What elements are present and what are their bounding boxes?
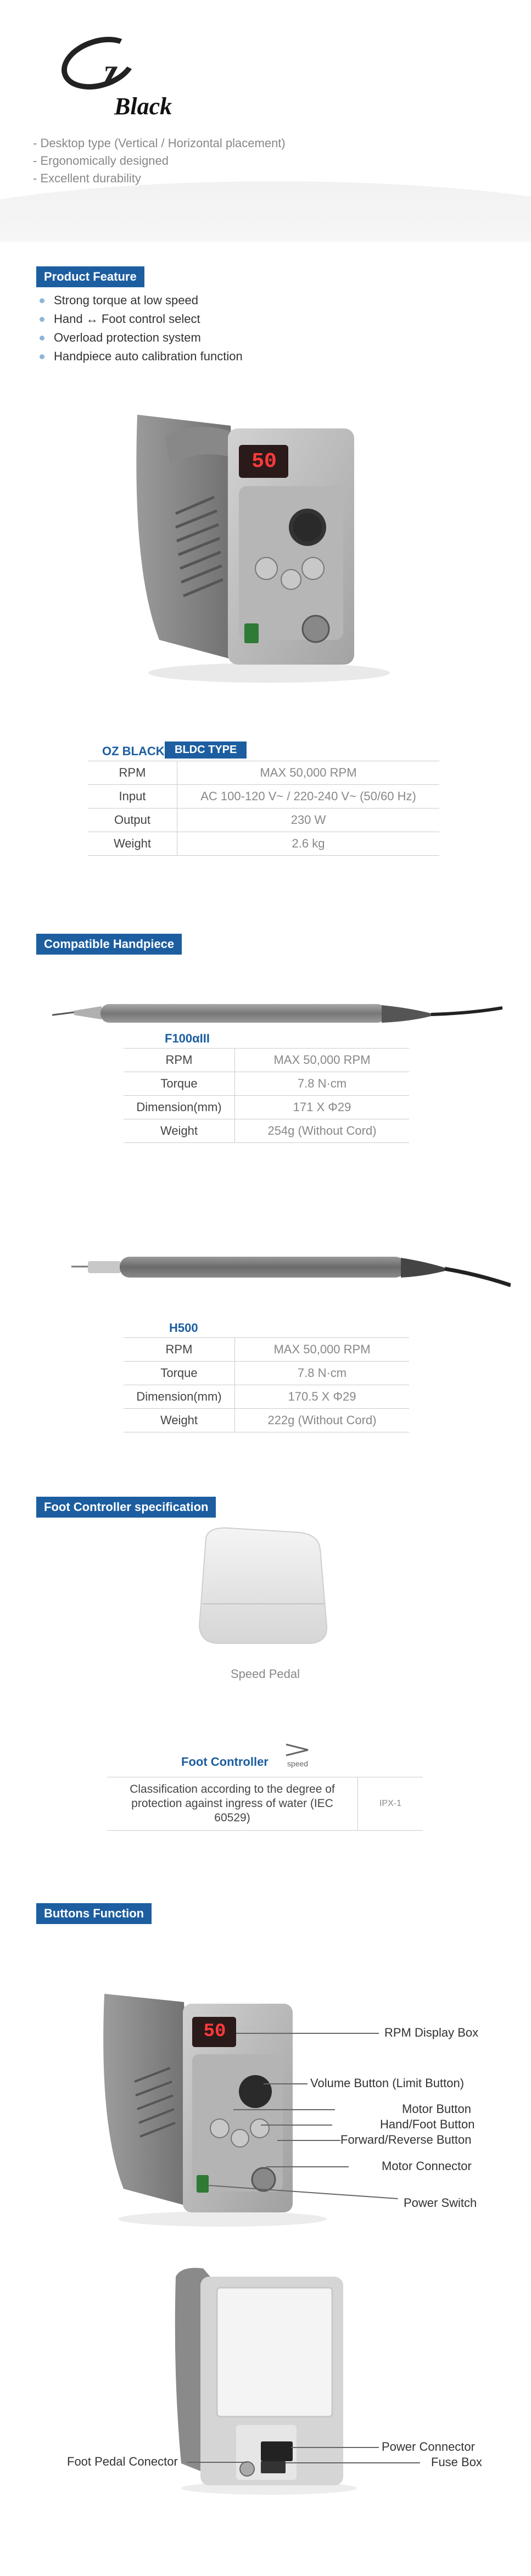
spec-model: OZ BLACK [102, 744, 165, 758]
spec-value: 7.8 N·cm [235, 1362, 410, 1385]
label-rpm-display-box: RPM Display Box [384, 2026, 479, 2039]
spec-value: 171 X Φ29 [235, 1096, 410, 1119]
spec-value: AC 100-120 V~ / 220-240 V~ (50/60 Hz) [177, 785, 440, 809]
handpiece-name: F100αIII [165, 1031, 210, 1045]
spec-key: Dimension(mm) [124, 1096, 235, 1119]
table-row [124, 1096, 409, 1119]
label-motor-connector: Motor Connector [382, 2159, 472, 2173]
spec-key: Weight [124, 1409, 235, 1432]
feature-item: Hand ↔ Foot control select [36, 310, 243, 328]
spec-key: RPM [88, 761, 177, 785]
label-foot-pedal-connector: Foot Pedal Conector [67, 2455, 178, 2468]
section-product-feature: Product Feature [36, 266, 144, 287]
table-row [107, 1777, 423, 1831]
intro-item: - Desktop type (Vertical / Horizontal placement) [33, 136, 286, 150]
section-compatible-handpiece: Compatible Handpiece [36, 934, 182, 955]
label-forward-reverse-button: Forward/Reverse Button [340, 2133, 472, 2146]
handpiece-name: H500 [169, 1321, 198, 1335]
spec-key: Weight [124, 1119, 235, 1143]
feature-item: Handpiece auto calibration function [36, 347, 243, 366]
spec-value: 170.5 X Φ29 [235, 1385, 410, 1409]
label-motor-button: Motor Button [402, 2102, 471, 2116]
speed-icon-label: speed [287, 1759, 309, 1768]
section-buttons-function: Buttons Function [36, 1903, 152, 1924]
feature-list [36, 291, 243, 366]
foot-controller-table [107, 1777, 423, 1831]
spec-value: MAX 50,000 RPM [235, 1049, 410, 1072]
device-illustration [126, 404, 390, 689]
spec-value: 222g (Without Cord) [235, 1409, 410, 1432]
handpiece-table [124, 1337, 409, 1432]
spec-value: 2.6 kg [177, 832, 440, 856]
pedal-caption: Speed Pedal [231, 1667, 300, 1681]
speed-pedal-image [195, 1521, 332, 1653]
spec-key: RPM [124, 1049, 235, 1072]
spec-value: 7.8 N·cm [235, 1072, 410, 1096]
table-row [124, 1072, 409, 1096]
label-power-switch: Power Switch [404, 2196, 477, 2210]
spec-key: Torque [124, 1072, 235, 1096]
speed-icon [283, 1741, 312, 1768]
label-hand-foot-button: Hand/Foot Button [380, 2117, 475, 2131]
spec-key: Torque [124, 1362, 235, 1385]
spec-key: Input [88, 785, 177, 809]
foot-controller-title: Foot Controller [181, 1755, 269, 1769]
spec-table [88, 761, 439, 856]
spec-key: Output [88, 809, 177, 832]
handpiece-table [124, 1048, 409, 1143]
table-row [88, 785, 439, 809]
rpm-display-value: 50 [251, 450, 277, 473]
logo-wordmark: Black [114, 93, 172, 120]
label-volume-button: Volume Button (Limit Button) [310, 2076, 465, 2090]
logo-z: z [104, 53, 119, 89]
intro-item: - Excellent durability [33, 171, 141, 185]
spec-key: Dimension(mm) [124, 1385, 235, 1409]
intro-item: - Ergonomically designed [33, 154, 169, 168]
table-row [124, 1362, 409, 1385]
hero-banner [0, 0, 531, 242]
label-power-connector: Power Connector [382, 2440, 475, 2454]
device-front-image [96, 1983, 327, 2230]
table-row [124, 1049, 409, 1072]
feature-item: Strong torque at low speed [36, 291, 243, 310]
spec-key: RPM [124, 1338, 235, 1362]
spec-key: Weight [88, 832, 177, 856]
table-row [88, 809, 439, 832]
spec-key: Classification according to the degree of protection against ingress of water (IEC 60529) [107, 1777, 358, 1831]
table-row [124, 1409, 409, 1432]
table-row [88, 832, 439, 856]
spec-value: 254g (Without Cord) [235, 1119, 410, 1143]
spec-type-badge: BLDC TYPE [165, 741, 247, 759]
spec-value: MAX 50,000 RPM [177, 761, 440, 785]
spec-value: MAX 50,000 RPM [235, 1338, 410, 1362]
table-row [88, 761, 439, 785]
device-image [126, 404, 390, 689]
spec-value: IPX-1 [358, 1777, 423, 1831]
intro-list [33, 135, 286, 187]
handpiece-h500-image [71, 1236, 511, 1302]
table-row [124, 1385, 409, 1409]
table-row [124, 1338, 409, 1362]
feature-item: Overload protection system [36, 328, 243, 347]
rpm-display-value: 50 [203, 2021, 226, 2042]
label-fuse-box: Fuse Box [431, 2455, 482, 2469]
section-foot-controller: Foot Controller specification [36, 1497, 216, 1518]
logo-ring [55, 28, 143, 99]
table-row [124, 1119, 409, 1143]
handpiece-f100-image [52, 983, 502, 1044]
spec-value: 230 W [177, 809, 440, 832]
